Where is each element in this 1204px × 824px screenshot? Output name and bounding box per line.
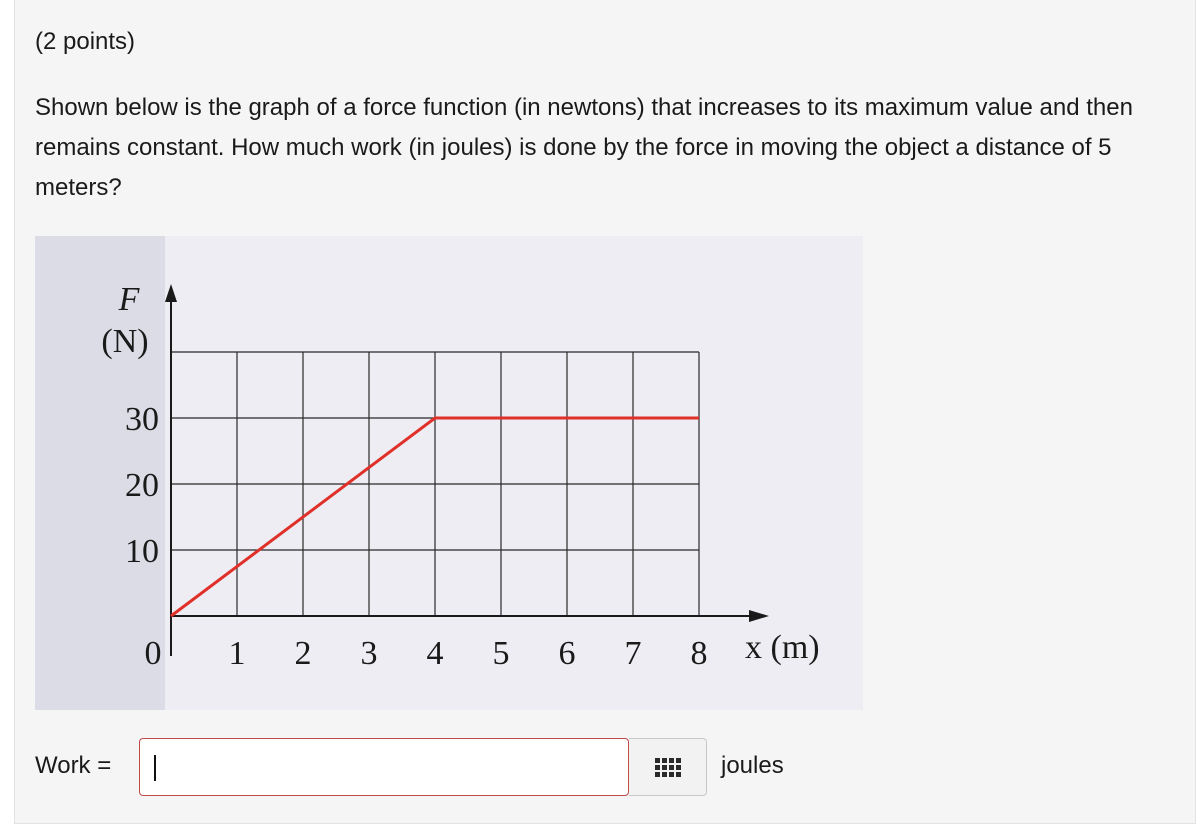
x-tick-label: 4 bbox=[426, 635, 444, 672]
y-tick-label: 10 bbox=[125, 533, 159, 570]
x-tick-label: 8 bbox=[690, 635, 708, 672]
y-axis-arrow bbox=[165, 284, 177, 302]
question-text: Shown below is the graph of a force function (in newtons) that increases to its maximum value and then remains constant. How much work (in joules) is done by the force in moving the object a distance of 5 meters? bbox=[35, 94, 1133, 201]
chart-ticks bbox=[125, 401, 708, 672]
force-graph-figure bbox=[35, 236, 863, 710]
x-tick-label: 7 bbox=[624, 635, 642, 672]
work-label: Work = bbox=[35, 752, 112, 779]
keypad-icon bbox=[655, 758, 681, 777]
question-card bbox=[14, 0, 1196, 824]
y-axis-label-units: (N) bbox=[101, 323, 149, 360]
chart-grid bbox=[171, 352, 699, 616]
x-axis-label: x (m) bbox=[745, 629, 820, 666]
units-label: joules bbox=[721, 752, 784, 779]
force-graph bbox=[35, 236, 863, 710]
points-label: (2 points) bbox=[35, 28, 136, 55]
keypad-button[interactable] bbox=[629, 738, 707, 796]
x-tick-label: 3 bbox=[360, 635, 378, 672]
work-answer-input[interactable] bbox=[139, 738, 629, 796]
x-tick-label: 2 bbox=[294, 635, 312, 672]
x-tick-label: 5 bbox=[492, 635, 510, 672]
x-tick-label: 1 bbox=[228, 635, 246, 672]
x-axis-arrow bbox=[749, 610, 769, 622]
chart-labels bbox=[101, 281, 819, 666]
x-tick-label: 0 bbox=[144, 635, 162, 672]
y-tick-label: 30 bbox=[125, 401, 159, 438]
x-tick-label: 6 bbox=[558, 635, 576, 672]
y-tick-label: 20 bbox=[125, 467, 159, 504]
chart-axes bbox=[165, 284, 769, 656]
text-caret bbox=[154, 755, 156, 781]
y-axis-label-variable: F bbox=[118, 281, 140, 318]
